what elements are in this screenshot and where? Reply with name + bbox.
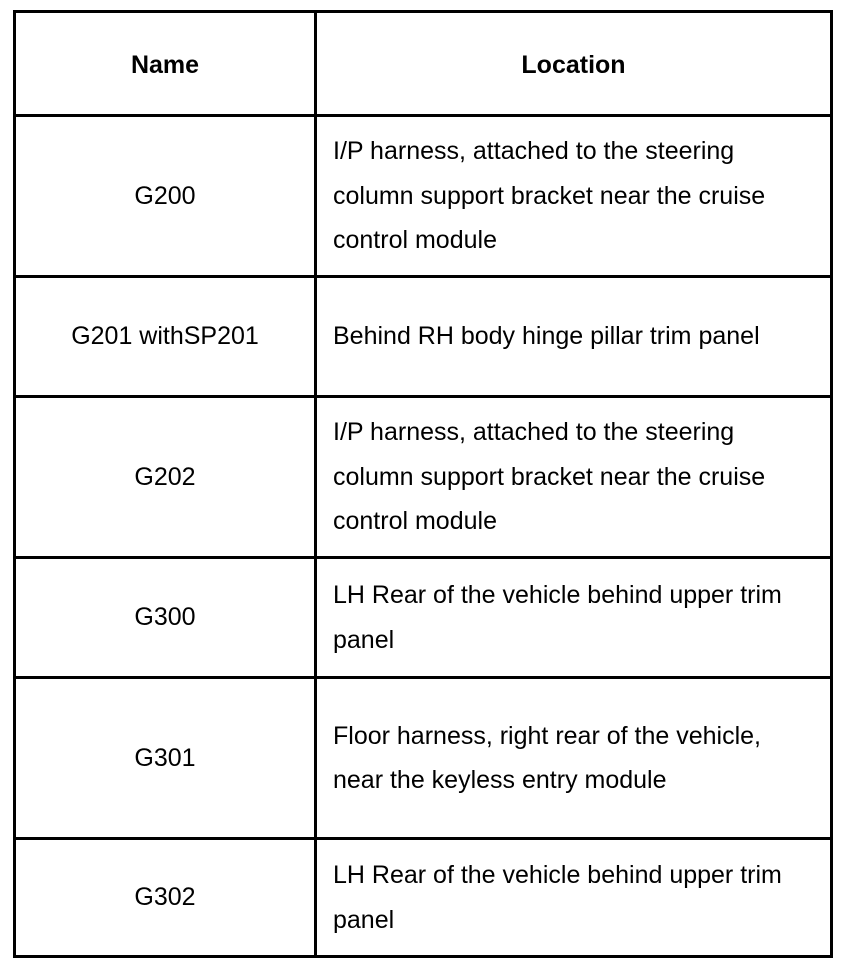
table-header-row <box>15 12 832 116</box>
ground-location-cell: I/P harness, attached to the steering column support bracket near the cruise control module <box>316 397 832 558</box>
ground-location-cell: Behind RH body hinge pillar trim panel <box>316 277 832 397</box>
ground-location-table <box>13 10 833 958</box>
location-column-header: Location <box>316 12 832 116</box>
ground-location-cell: LH Rear of the vehicle behind upper trim panel <box>316 839 832 957</box>
ground-location-cell: LH Rear of the vehicle behind upper trim panel <box>316 558 832 678</box>
ground-location-cell: I/P harness, attached to the steering column support bracket near the cruise control module <box>316 116 832 277</box>
table-row <box>15 397 832 558</box>
table-row <box>15 678 832 839</box>
table-row <box>15 839 832 957</box>
ground-name-cell: G302 <box>15 839 316 957</box>
table-row <box>15 277 832 397</box>
ground-location-cell: Floor harness, right rear of the vehicle, near the keyless entry module <box>316 678 832 839</box>
name-column-header: Name <box>15 12 316 116</box>
table-row <box>15 558 832 678</box>
ground-name-cell: G301 <box>15 678 316 839</box>
ground-name-cell: G202 <box>15 397 316 558</box>
ground-name-cell: G200 <box>15 116 316 277</box>
table-row <box>15 116 832 277</box>
ground-name-cell: G201 withSP201 <box>15 277 316 397</box>
ground-name-cell: G300 <box>15 558 316 678</box>
